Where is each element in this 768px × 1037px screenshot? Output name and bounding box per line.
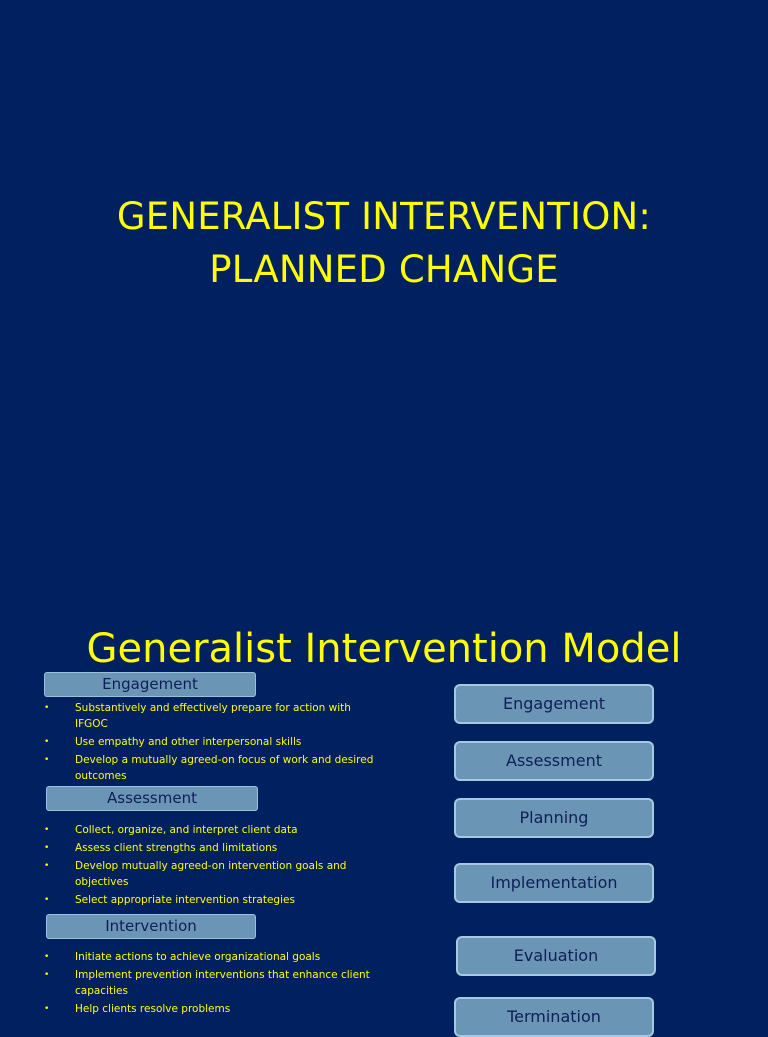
assessment-bullets	[44, 822, 384, 910]
slide-title	[0, 190, 768, 296]
bullet-item: • Implement prevention interventions that enhance client capacities	[44, 967, 384, 999]
step-implementation[interactable]: Implementation	[454, 863, 654, 903]
bullet-item: • Initiate actions to achieve organizational goals	[44, 949, 384, 965]
bullet-item: • Select appropriate intervention strategies	[44, 892, 384, 908]
step-assessment[interactable]: Assessment	[454, 741, 654, 781]
bullet-item: • Substantively and effectively prepare for action with IFGOC	[44, 700, 384, 732]
bullet-item: • Help clients resolve problems	[44, 1001, 384, 1017]
bullet-item: • Develop a mutually agreed-on focus of work and desired outcomes	[44, 752, 384, 784]
bullet-item: • Assess client strengths and limitations	[44, 840, 384, 856]
intervention-bullets	[44, 949, 384, 1019]
step-evaluation[interactable]: Evaluation	[456, 936, 656, 976]
engagement-bullets	[44, 700, 384, 786]
bullet-item: • Develop mutually agreed-on intervention goals and objectives	[44, 858, 384, 890]
title-line-1: GENERALIST INTERVENTION:	[116, 195, 652, 238]
bullet-item: • Collect, organize, and interpret client data	[44, 822, 384, 838]
step-engagement[interactable]: Engagement	[454, 684, 654, 724]
model-slide	[0, 600, 768, 1024]
section-label-assessment: Assessment	[46, 786, 258, 811]
step-planning[interactable]: Planning	[454, 798, 654, 838]
bullet-item: • Use empathy and other interpersonal skills	[44, 734, 384, 750]
section-label-engagement: Engagement	[44, 672, 256, 697]
step-termination[interactable]: Termination	[454, 997, 654, 1037]
model-slide-title: Generalist Intervention Model	[86, 626, 682, 672]
section-label-intervention: Intervention	[46, 914, 256, 939]
title-line-2: PLANNED CHANGE	[209, 248, 559, 291]
